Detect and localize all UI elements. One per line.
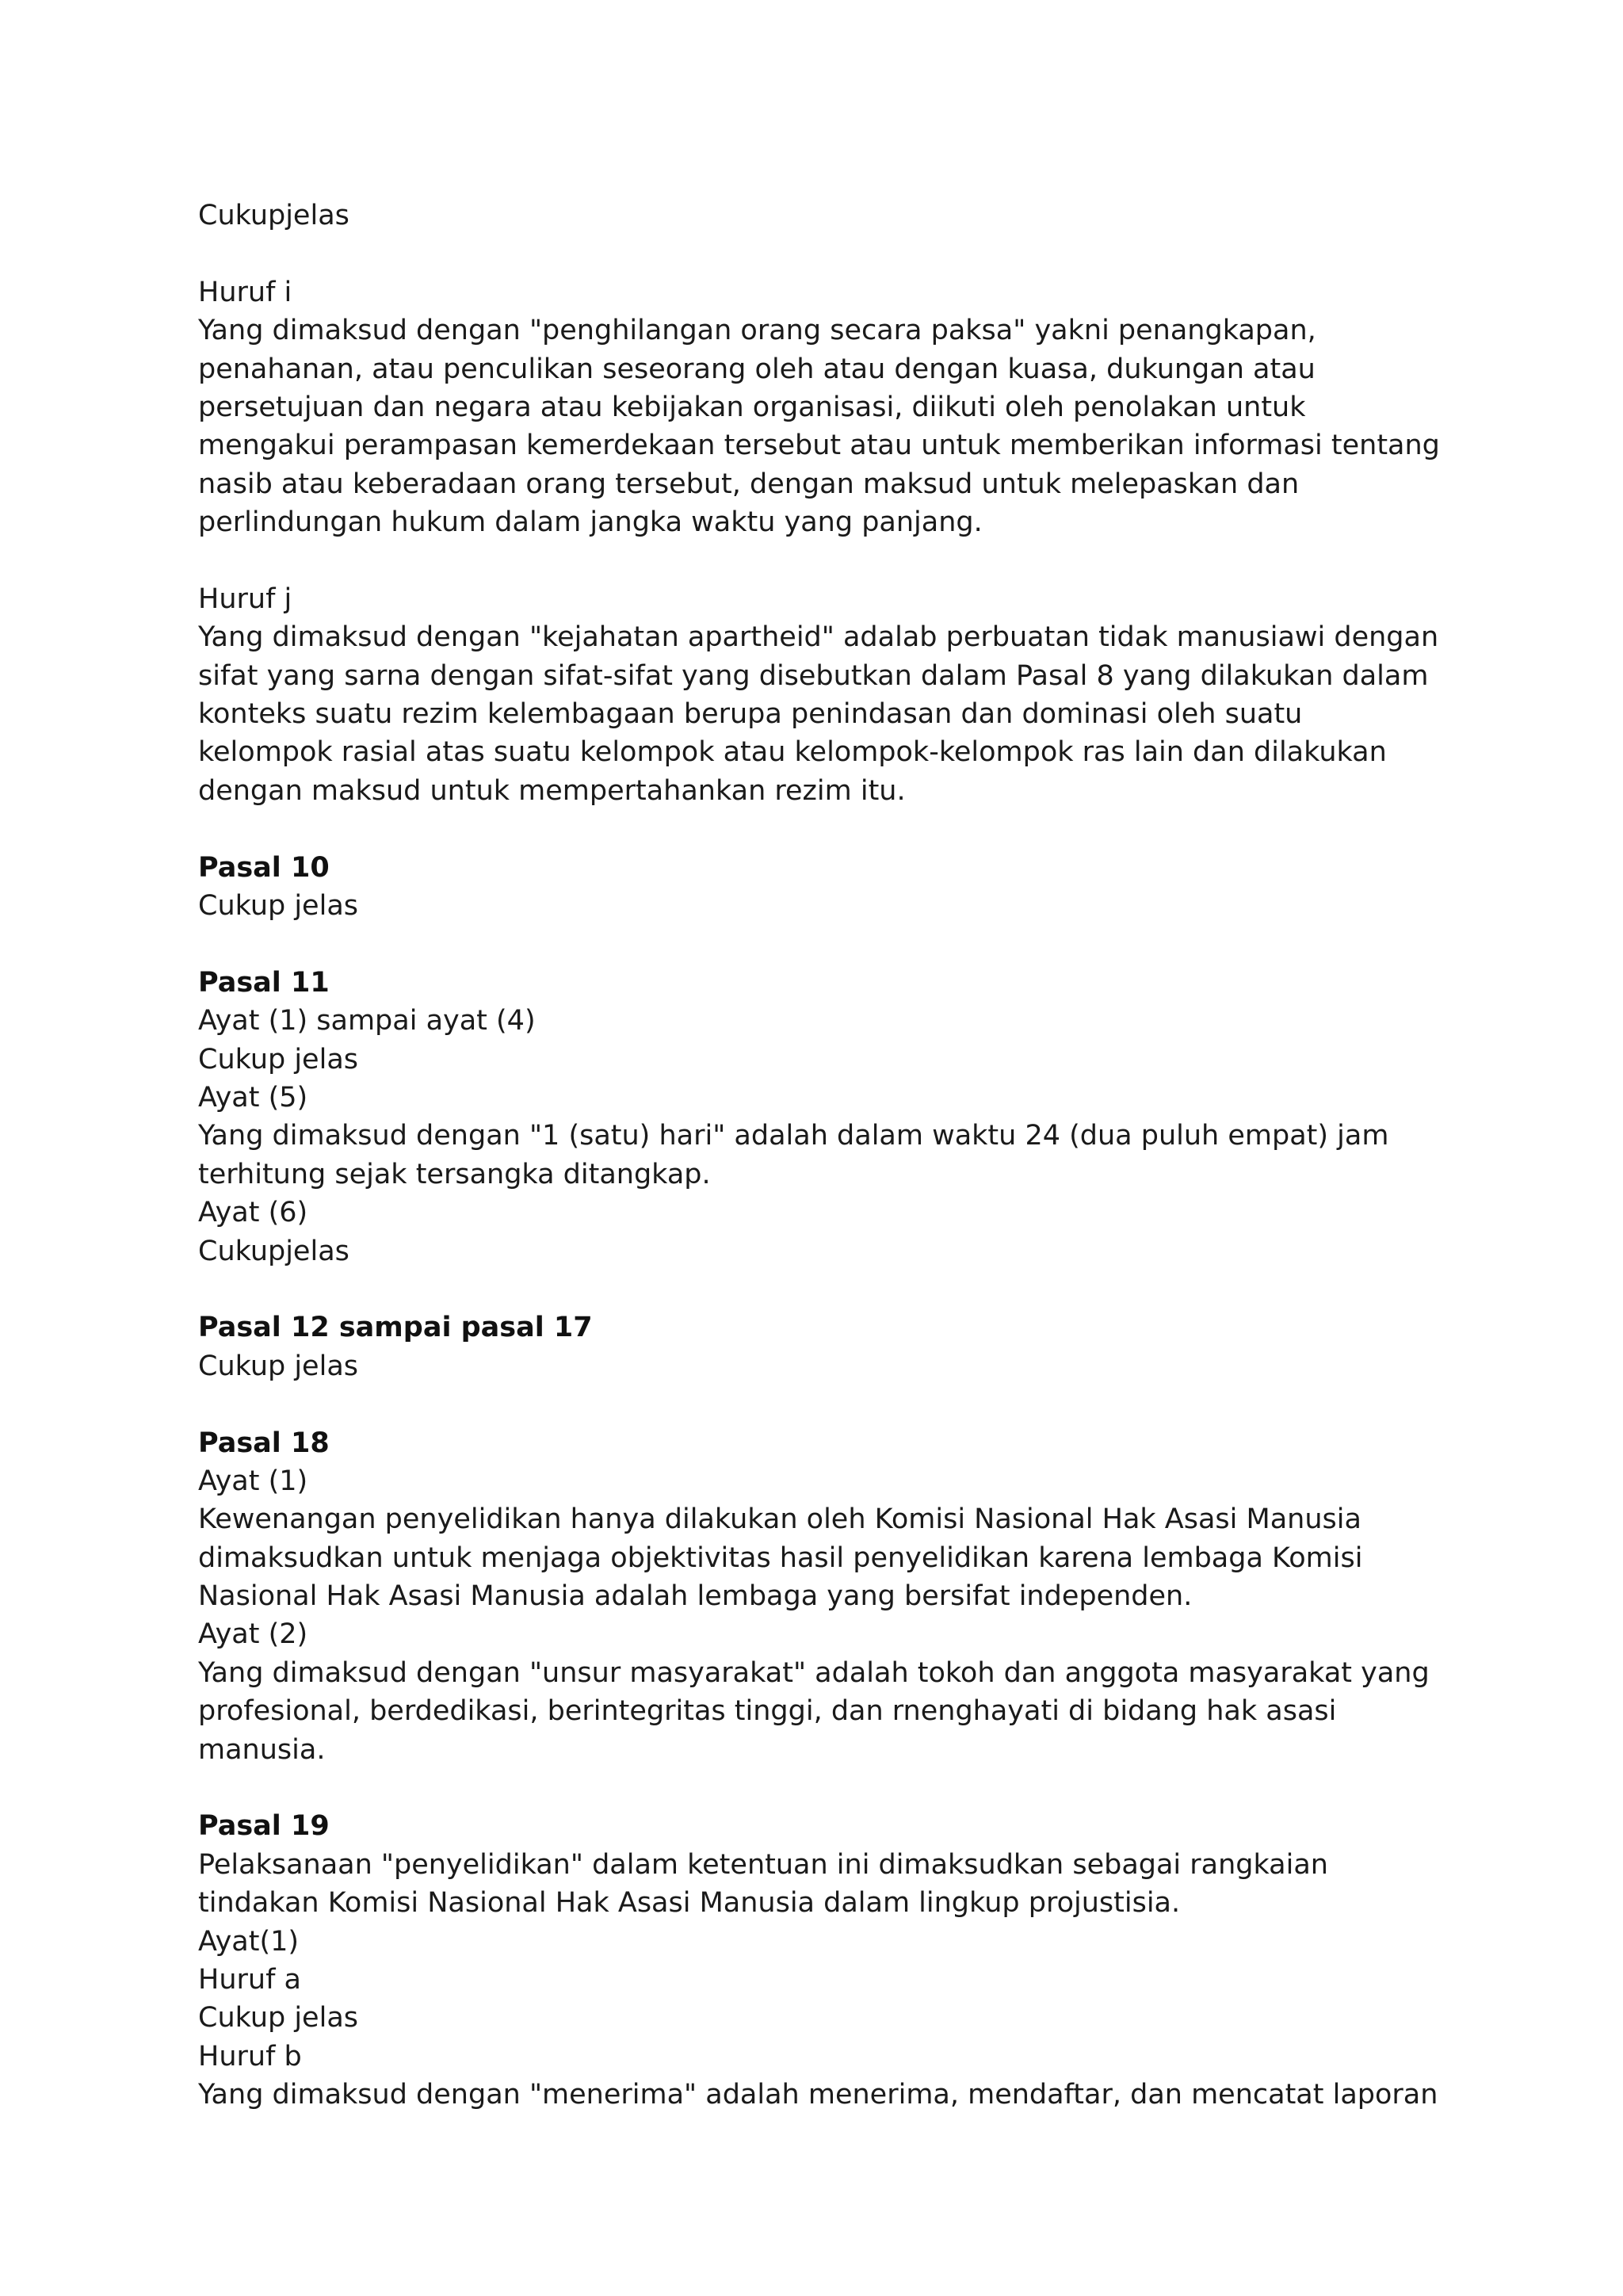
paragraph-line: sifat yang sarna dengan sifat-sifat yang disebutkan dalam Pasal 8 yang dilakukan dalam — [198, 659, 1429, 692]
pasal-12-17-title: Pasal 12 sampai pasal 17 — [198, 1312, 593, 1344]
paragraph-line: Yang dimaksud dengan "menerima" adalah menerima, mendaftar, dan mencatat laporan — [198, 2079, 1438, 2111]
paragraph-line: Cukup jelas — [198, 1043, 359, 1075]
paragraph-line: Ayat (1) — [198, 1465, 308, 1497]
spacer — [198, 810, 1434, 848]
paragraph-line: Huruf b — [198, 2040, 302, 2073]
paragraph-line: Yang dimaksud dengan "penghilangan orang secara paksa" yakni penangkapan, — [198, 315, 1316, 347]
paragraph-line: Ayat(1) — [198, 1925, 300, 1958]
huruf-i-heading: Huruf i — [198, 276, 292, 308]
spacer — [198, 235, 1434, 273]
paragraph-line: Pelaksanaan "penyelidikan" dalam ketentuan ini dimaksudkan sebagai rangkaian — [198, 1848, 1328, 1881]
paragraph-line: dengan maksud untuk mempertahankan rezim itu. — [198, 774, 906, 807]
pasal-10-text: Cukup jelas — [198, 890, 359, 923]
paragraph-line: Ayat (1) sampai ayat (4) — [198, 1005, 536, 1037]
paragraph-line: Yang dimaksud dengan "1 (satu) hari" adalah dalam waktu 24 (dua puluh empat) jam — [198, 1120, 1389, 1152]
paragraph-line: nasib atau keberadaan orang tersebut, dengan maksud untuk melepaskan dan — [198, 468, 1300, 500]
pasal-18-title: Pasal 18 — [198, 1427, 330, 1459]
pasal-12-17-text: Cukup jelas — [198, 1350, 359, 1382]
intro-text: Cukupjelas — [198, 200, 349, 231]
paragraph-line: Cukupjelas — [198, 1235, 349, 1267]
paragraph-line: Kewenangan penyelidikan hanya dilakukan oleh Komisi Nasional Hak Asasi Manusia — [198, 1503, 1361, 1536]
paragraph-line: Huruf a — [198, 1963, 301, 1996]
paragraph-line: penahanan, atau penculikan seseorang oleh atau dengan kuasa, dukungan atau — [198, 353, 1316, 385]
paragraph-line: Ayat (6) — [198, 1197, 308, 1229]
spacer — [198, 1769, 1434, 1807]
paragraph-line: mengakui perampasan kemerdekaan tersebut atau untuk memberikan informasi tentang — [198, 430, 1440, 462]
paragraph-line: Yang dimaksud dengan "unsur masyarakat" adalah tokoh dan anggota masyarakat yang — [198, 1656, 1430, 1689]
paragraph-line: perlindungan hukum dalam jangka waktu yang panjang. — [198, 506, 983, 539]
paragraph-line: Ayat (5) — [198, 1081, 308, 1114]
paragraph-line: persetujuan dan negara atau kebijakan organisasi, diikuti oleh penolakan untuk — [198, 391, 1306, 423]
paragraph-line: Cukup jelas — [198, 2002, 359, 2034]
pasal-11-title: Pasal 11 — [198, 966, 330, 999]
spacer — [198, 925, 1434, 963]
paragraph-line: tindakan Komisi Nasional Hak Asasi Manusia dalam lingkup projustisia. — [198, 1887, 1181, 1920]
paragraph-line: Yang dimaksud dengan "kejahatan apartheid" adalab perbuatan tidak manusiawi dengan — [198, 621, 1439, 654]
paragraph-line: kelompok rasial atas suatu kelompok atau kelompok-kelompok ras lain dan dilakukan — [198, 736, 1387, 769]
paragraph-line: Ayat (2) — [198, 1618, 308, 1651]
paragraph-line: terhitung sejak tersangka ditangkap. — [198, 1158, 711, 1190]
pasal-10-title: Pasal 10 — [198, 851, 330, 884]
spacer — [198, 542, 1434, 580]
paragraph-line: konteks suatu rezim kelembagaan berupa penindasan dan dominasi oleh suatu — [198, 698, 1303, 731]
paragraph-line: manusia. — [198, 1733, 326, 1766]
paragraph-line: dimaksudkan untuk menjaga objektivitas hasil penyelidikan karena lembaga Komisi — [198, 1541, 1363, 1574]
pasal-19-title: Pasal 19 — [198, 1810, 330, 1843]
spacer — [198, 1270, 1434, 1308]
paragraph-line: profesional, berdedikasi, berintegritas tinggi, dan rnenghayati di bidang hak asasi — [198, 1695, 1337, 1728]
huruf-j-heading: Huruf j — [198, 583, 292, 615]
spacer — [198, 1385, 1434, 1423]
paragraph-line: Nasional Hak Asasi Manusia adalah lembaga yang bersifat independen. — [198, 1580, 1193, 1613]
document-body — [198, 197, 1440, 2115]
